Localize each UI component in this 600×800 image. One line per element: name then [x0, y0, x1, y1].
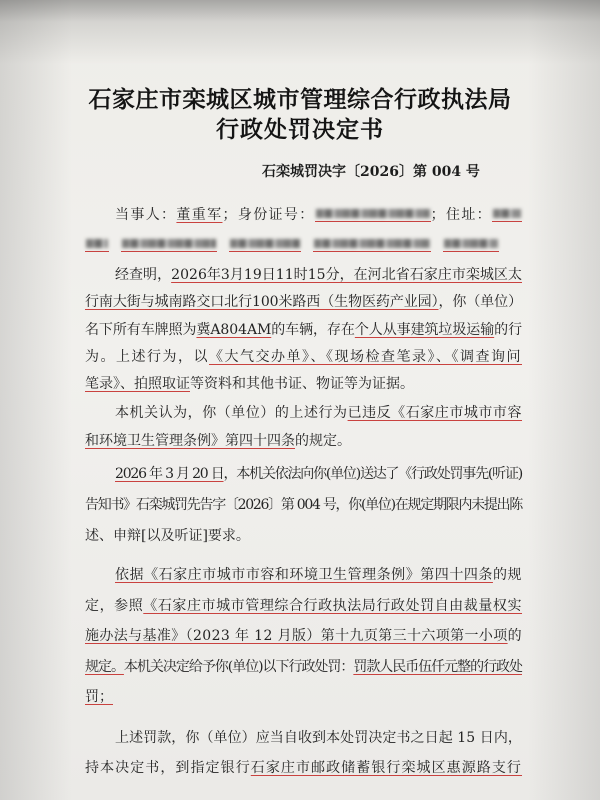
payment-line: [85, 753, 522, 783]
issuing-authority-title: 石家庄市栾城区城市管理综合行政执法局: [88, 86, 512, 113]
redacted-address: [492, 207, 522, 222]
redacted-address-part: [229, 237, 301, 252]
document-type-title: 行政处罚决定书: [216, 116, 384, 143]
violation-line: [85, 427, 522, 455]
decision-text: 本机关决定给予你(单位)以下行政处罚：: [123, 658, 354, 675]
decision-line: [85, 682, 522, 713]
discretion-standard-continued: 施办法与基准》（2023 年 12 月版）第十九页第三十六项第一小项: [85, 628, 508, 644]
party-name: 董重军: [176, 207, 223, 223]
penalty-amount-end: 罚；: [85, 689, 113, 705]
id-number-label: ；身份证号：: [222, 207, 315, 223]
redacted-address-part: [85, 237, 109, 252]
violated-regulation-continued: 和环境卫生管理条例》第四十四条: [85, 433, 295, 449]
evidence-list: 《大气交办单》、《现场检查笔录》、《调查询问: [209, 348, 522, 365]
violation-text: 的规定。: [295, 433, 351, 449]
decision-text: 定，参照: [85, 597, 144, 614]
notice-text: ，本机关依法向你(单位)送达了《行政处罚事先(听证): [223, 466, 522, 482]
findings-text: 的车辆，存在: [271, 321, 355, 338]
findings-line: [85, 262, 522, 289]
designated-bank: 石家庄市邮政储蓄银行栾城区惠源路支行: [250, 760, 523, 776]
decision-line: [85, 591, 522, 622]
discretion-standard-end: 规定。: [85, 658, 124, 675]
findings-text: ，你（单位）: [438, 294, 522, 311]
redacted-address-part: [121, 237, 217, 252]
findings-text: 为。上述行为，以: [85, 348, 209, 365]
violation-line: [85, 399, 522, 427]
violation-text: 本机关认为，你（单位）的上述行为: [115, 405, 348, 421]
party-address-line: [85, 230, 522, 260]
notice-line: [85, 459, 522, 490]
decision-line: [85, 621, 522, 652]
findings-paragraph: [85, 262, 522, 398]
findings-text: 名下所有车牌照为: [85, 321, 197, 338]
party-info: [85, 200, 522, 260]
evidence-list-continued: 笔录》、拍照取证: [85, 376, 190, 393]
notice-text: 告知书》石栾城罚先告字〔2026〕第 004 号，你(单位)在规定期限内未提出陈: [85, 497, 522, 513]
decision-line: [85, 560, 522, 591]
redacted-address-part: [443, 237, 499, 252]
redacted-id-number: [315, 207, 431, 222]
findings-text: 等资料和其他书证、物证等为证据。: [190, 376, 414, 393]
payment-text: 持本决定书，到指定银行: [85, 760, 251, 776]
findings-line: [85, 289, 522, 316]
incident-location-continued: 行南大街与城南路交口北行100米路西（生物医药产业园）: [85, 294, 439, 311]
notice-line: [85, 521, 522, 552]
violation-behavior: 个人从事建筑垃圾运输: [354, 321, 495, 338]
findings-line: [85, 344, 522, 371]
redacted-address-part: [313, 237, 431, 252]
notice-line: [85, 490, 522, 521]
notice-date: 2026 年 3 月 20 日: [115, 466, 224, 482]
penalty-amount: 罚款人民币伍仟元整的行政处: [353, 658, 522, 675]
findings-line: [85, 317, 522, 344]
party-line: [85, 200, 522, 230]
findings-line: [85, 371, 522, 398]
party-label: 当事人：: [115, 207, 177, 223]
payment-paragraph: [85, 723, 522, 783]
address-label: ；住址：: [430, 207, 493, 223]
violated-regulation: 已违反《石家庄市城市市容: [347, 405, 523, 421]
decision-line: [85, 652, 522, 683]
decision-paragraph: [85, 560, 522, 713]
notice-text: 述、申辩[以及听证]要求。: [85, 528, 250, 544]
payment-line: [85, 723, 522, 753]
violation-paragraph: [85, 399, 522, 455]
decision-text: 的: [507, 628, 523, 644]
license-plate: 冀A804AM: [196, 321, 272, 338]
incident-time-location: 2026年3月19日11时15分，在河北省石家庄市栾城区太: [171, 267, 522, 283]
findings-text: 的行: [494, 321, 523, 338]
notice-paragraph: [85, 459, 522, 552]
payment-text: 上述罚款，你（单位）应当自收到本处罚决定书之日起 15 日内，: [115, 730, 522, 746]
legal-basis: 依据《石家庄市城市市容和环境卫生管理条例》第四十四条: [115, 567, 493, 583]
findings-intro: 经查明，: [115, 267, 172, 283]
document-number: 石栾城罚决字〔2026〕第 004 号: [262, 164, 480, 180]
discretion-standard: 《石家庄市城市管理综合行政执法局行政处罚自由裁量权实: [143, 597, 523, 614]
decision-text: 的规: [492, 567, 523, 583]
